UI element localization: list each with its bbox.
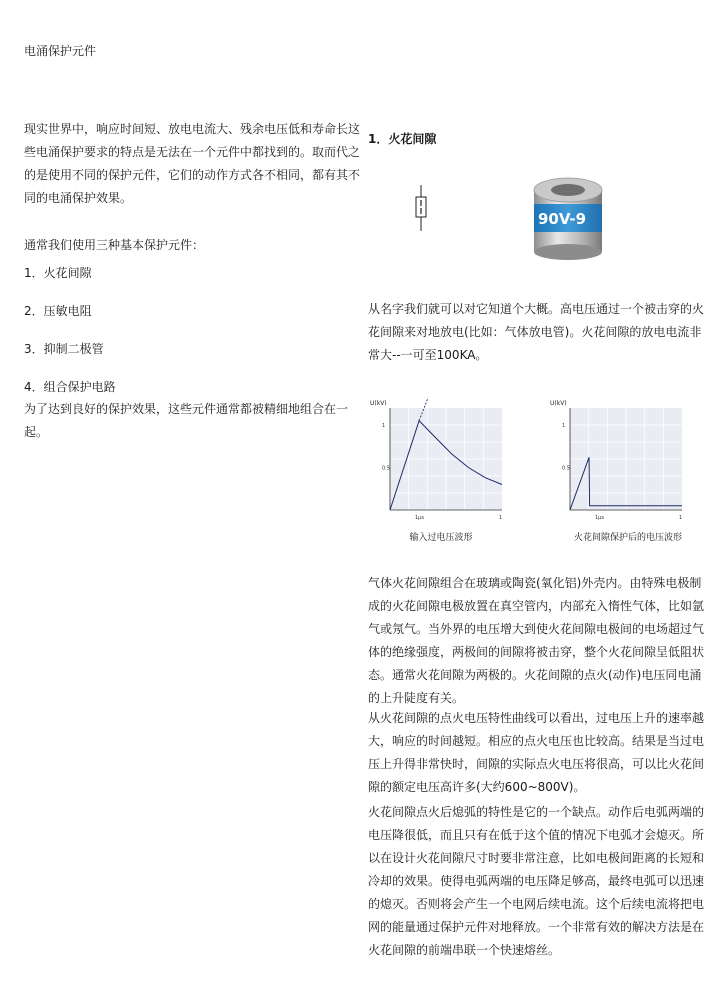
gas-discharge-tube-image [528,160,608,260]
spark-gap-intro: 从名字我们就可以对它知道个大概。高电压通过一个被击穿的火花间隙来对地放电(比如：气体放电管)。火花间隙的放电电流非常大--一可至100KA。 [368,302,705,362]
y-tick-label: 0.5 [562,465,570,472]
list-item-spark-gap: 1．火花间隙 [24,266,92,280]
combination-text: 为了达到良好的保护效果，这些元件通常都被精细地组合在一起。 [24,402,349,439]
gas-spark-gap-paragraph: 气体火花间隙组合在玻璃或陶瓷(氧化铝)外壳内。由特殊电极制成的火花间隙电极放置在真空管内，内部充入惰性气体，比如氩气或氖气。当外界的电压增大到使火花间隙电极间的电场超过气体的绝缘强度，两极间的间隙将被击穿，整个火花间隙呈低阻状态。通常火花间隙为两极的。火花间隙的点火(动作)电压同电涌的上升陡度有关。 [368,576,705,705]
x-tick-label: 1 [499,515,503,521]
ignition-voltage-paragraph: 从火花间隙的点火电压特性曲线可以看出，过电压上升的速率越大，响应的时间越短。相应的点火电压也比较高。结果是当过电压上升得非常快时，间隙的实际点火电压将很高，可以比火花间隙的额定电压高许多(大约600~800V)。 [368,711,705,794]
list-item-varistor: 2．压敏电阻 [24,304,92,318]
list-item-tvs-diode: 3．抑制二极管 [24,342,104,356]
y-axis-label: U(kV) [550,400,567,407]
y-axis-label: U(kV) [370,400,387,407]
x-tick-label: 1 [679,515,683,521]
x-tick-label: 1μs [415,515,424,521]
component-list-section [24,234,360,257]
y-tick-label: 1 [562,423,566,429]
list-item-combination: 4．组合保护电路 [24,380,116,394]
list-intro: 通常我们使用三种基本保护元件： [24,238,205,252]
chart-input-overvoltage [368,396,514,524]
x-tick-label: 1μs [595,515,604,521]
y-tick-label: 0.5 [382,465,390,472]
spark-gap-symbol-icon [410,185,432,231]
chart-caption-input: 输入过电压波形 [409,533,473,543]
chart-caption-protected: 火花间隙保护后的电压波形 [573,533,682,543]
chart-protected-voltage [548,396,694,524]
tube-label: 90V-9 [538,210,587,228]
page-title: 电涌保护元件 [24,44,97,58]
y-tick-label: 1 [382,423,386,429]
arc-extinguish-paragraph: 火花间隙点火后熄弧的特性是它的一个缺点。动作后电弧两端的电压降很低，而且只有在低于这个值的情况下电弧才会熄灭。所以在设计火花间隙尺寸时要非常注意，比如电极间距离的长短和冷却的效果。使得电弧两端的电压降足够高，最终电弧可以迅速的熄灭。否则将会产生一个电网后续电流。这个后续电流将把电网的能量通过保护元件对地释放。一个非常有效的解决方法是在火花间隙的前端串联一个快速熔丝。 [368,805,705,957]
section-heading-spark-gap: 1．火花间隙 [368,132,437,146]
intro-paragraph: 现实世界中，响应时间短、放电电流大、残余电压低和寿命长这些电涌保护要求的特点是无法在一个元件中都找到的。取而代之的是使用不同的保护元件，它们的动作方式各不相同，都有其不同的电涌保护效果。 [24,122,361,205]
